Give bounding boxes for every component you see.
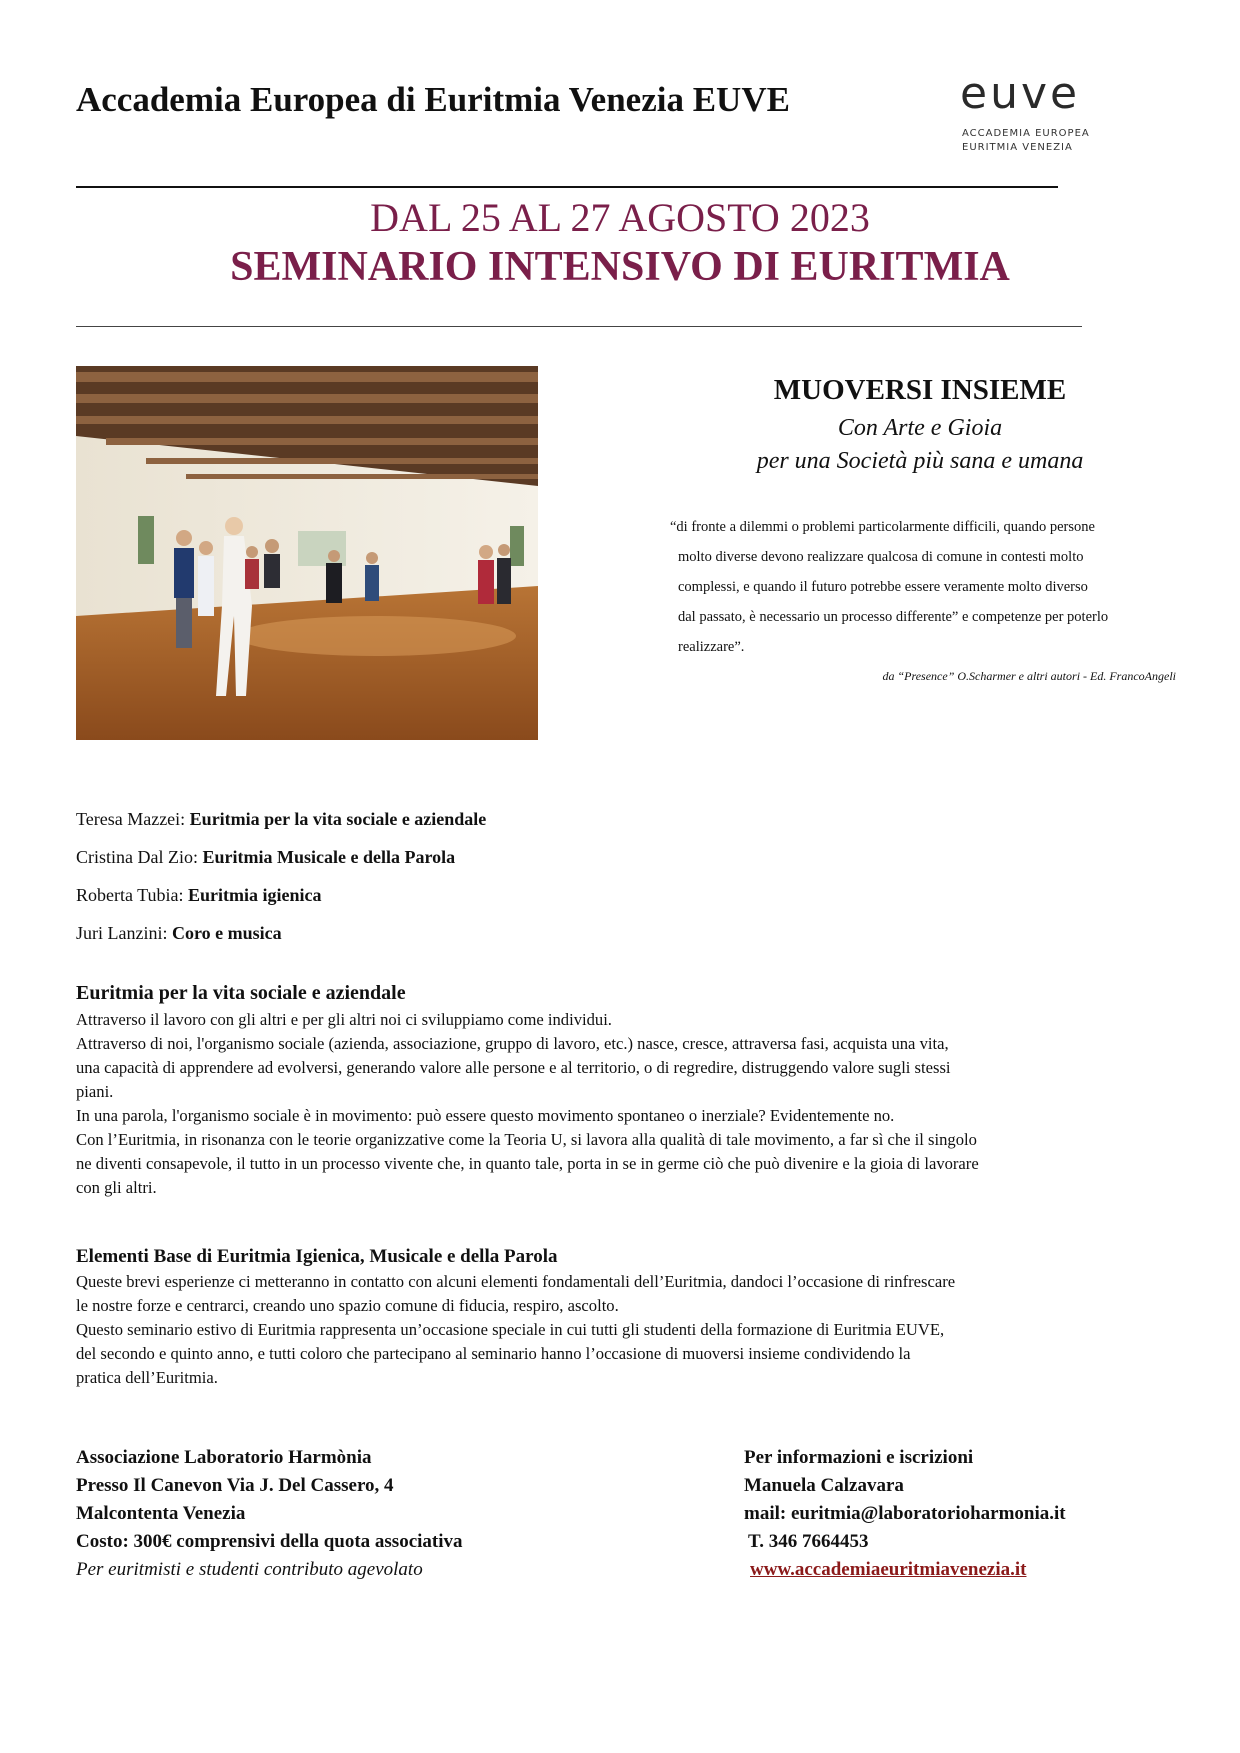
footer-venue xyxy=(76,1444,463,1584)
teacher-name: Roberta Tubia: xyxy=(76,885,184,905)
section-body-elements xyxy=(76,1270,1156,1390)
teacher-topic: Euritmia per la vita sociale e aziendale xyxy=(189,809,487,829)
euve-logo xyxy=(960,68,1110,162)
paragraph-line: Questo seminario estivo di Euritmia rappresenta un’occasione speciale in cui tutti gli studenti della formazione di Euritmia EUVE, xyxy=(76,1320,945,1339)
divider-top xyxy=(76,186,1058,188)
paragraph-line: una capacità di apprendere ad evolversi, generando valore alle persone e al territorio, o di regredire, distruggendo valore sugli stessi xyxy=(76,1058,951,1077)
teacher-topic: Coro e musica xyxy=(171,923,282,943)
teacher-topic: Euritmia Musicale e della Parola xyxy=(202,847,456,867)
teacher-row xyxy=(76,809,486,830)
section-heading-social: Euritmia per la vita sociale e aziendale xyxy=(76,982,406,1004)
reduced-fee-note: Per euritmisti e studenti contributo agevolato xyxy=(76,1559,423,1580)
quote-line: molto diverse devono realizzare qualcosa di comune in contesti molto xyxy=(678,549,1084,565)
quote-source: da “Presence” O.Scharmer e altri autori - Ed. FrancoAngeli xyxy=(882,669,1176,683)
section-heading-elements: Elementi Base di Euritmia Igienica, Musicale e della Parola xyxy=(76,1246,558,1267)
contact-email[interactable]: mail: euritmia@laboratorioharmonia.it xyxy=(744,1503,1066,1524)
paragraph-line: Attraverso di noi, l'organismo sociale (azienda, associazione, gruppo di lavoro, etc.) nasce, cresce, attraversa fasi, acquista una vita, xyxy=(76,1034,949,1053)
quote-block xyxy=(670,512,1190,662)
intro-subtitle-2: per una Società più sana e umana xyxy=(756,448,1084,474)
teacher-topic: Euritmia igienica xyxy=(188,885,322,905)
logo-wordmark: euve xyxy=(960,68,1081,119)
paragraph-line: del secondo e quinto anno, e tutti coloro che partecipano al seminario hanno l’occasione di muoversi insieme condividendo la xyxy=(76,1344,911,1363)
cost: Costo: 300€ comprensivi della quota associativa xyxy=(76,1531,463,1552)
contact-heading: Per informazioni e iscrizioni xyxy=(744,1447,974,1468)
intro-heading: MUOVERSI INSIEME xyxy=(773,374,1067,406)
quote-line: dal passato, è necessario un processo differente” e competenze per poterlo xyxy=(678,609,1109,625)
paragraph-line: Con l’Euritmia, in risonanza con le teorie organizzative come la Teoria U, si lavora alla qualità di tale movimento, a far sì che il singolo xyxy=(76,1130,977,1149)
quote-line: complessi, e quando il futuro potrebbe essere veramente molto diverso xyxy=(678,579,1088,595)
teacher-row xyxy=(76,847,455,868)
paragraph-line: In una parola, l'organismo sociale è in movimento: può essere questo movimento spontaneo o inerziale? Evidentemente no. xyxy=(76,1106,895,1125)
paragraph-line: Attraverso il lavoro con gli altri e per gli altri noi ci sviluppiamo come individui. xyxy=(76,1010,612,1029)
venue-name: Associazione Laboratorio Harmònia xyxy=(76,1447,372,1468)
paragraph-line: piani. xyxy=(76,1082,114,1101)
paragraph-line: con gli altri. xyxy=(76,1178,157,1197)
quote-line: realizzare”. xyxy=(678,639,745,655)
event-title: SEMINARIO INTENSIVO DI EURITMIA xyxy=(230,244,1010,290)
divider-bottom xyxy=(76,326,1082,327)
paragraph-line: pratica dell’Euritmia. xyxy=(76,1368,218,1387)
footer-contact xyxy=(744,1444,1066,1584)
quote-line: “di fronte a dilemmi o problemi particolarmente difficili, quando persone xyxy=(670,519,1095,535)
teacher-name: Teresa Mazzei: xyxy=(76,809,186,829)
organization-title: Accademia Europea di Euritmia Venezia EUVE xyxy=(76,80,790,119)
paragraph-line: le nostre forze e centrarci, creando uno spazio comune di fiducia, respiro, ascolto. xyxy=(76,1296,619,1315)
intro-subtitle-1: Con Arte e Gioia xyxy=(837,415,1003,441)
teacher-name: Cristina Dal Zio: xyxy=(76,847,198,867)
event-date: DAL 25 AL 27 AGOSTO 2023 xyxy=(370,195,870,240)
paragraph-line: Queste brevi esperienze ci metteranno in contatto con alcuni elementi fondamentali dell’Euritmia, dandoci l’occasione di rinfrescare xyxy=(76,1272,956,1291)
website-link[interactable]: www.accademiaeuritmiavenezia.it xyxy=(750,1559,1027,1580)
venue-city: Malcontenta Venezia xyxy=(76,1503,246,1524)
contact-name: Manuela Calzavara xyxy=(744,1475,904,1496)
seminar-photo xyxy=(76,366,538,740)
contact-phone: T. 346 7664453 xyxy=(748,1531,869,1552)
logo-line-1: ACCADEMIA EUROPEA xyxy=(962,128,1090,139)
teacher-row xyxy=(76,885,322,906)
section-body-social xyxy=(76,1008,1156,1200)
paragraph-line: ne diventi consapevole, il tutto in un processo vivente che, in quanto tale, porta in se in germe ciò che può divenire e la gioia di lavorare xyxy=(76,1154,979,1173)
teacher-name: Juri Lanzini: xyxy=(76,923,168,943)
venue-address: Presso Il Canevon Via J. Del Cassero, 4 xyxy=(76,1475,394,1496)
logo-line-2: EURITMIA VENEZIA xyxy=(962,142,1073,153)
teacher-row xyxy=(76,923,282,944)
